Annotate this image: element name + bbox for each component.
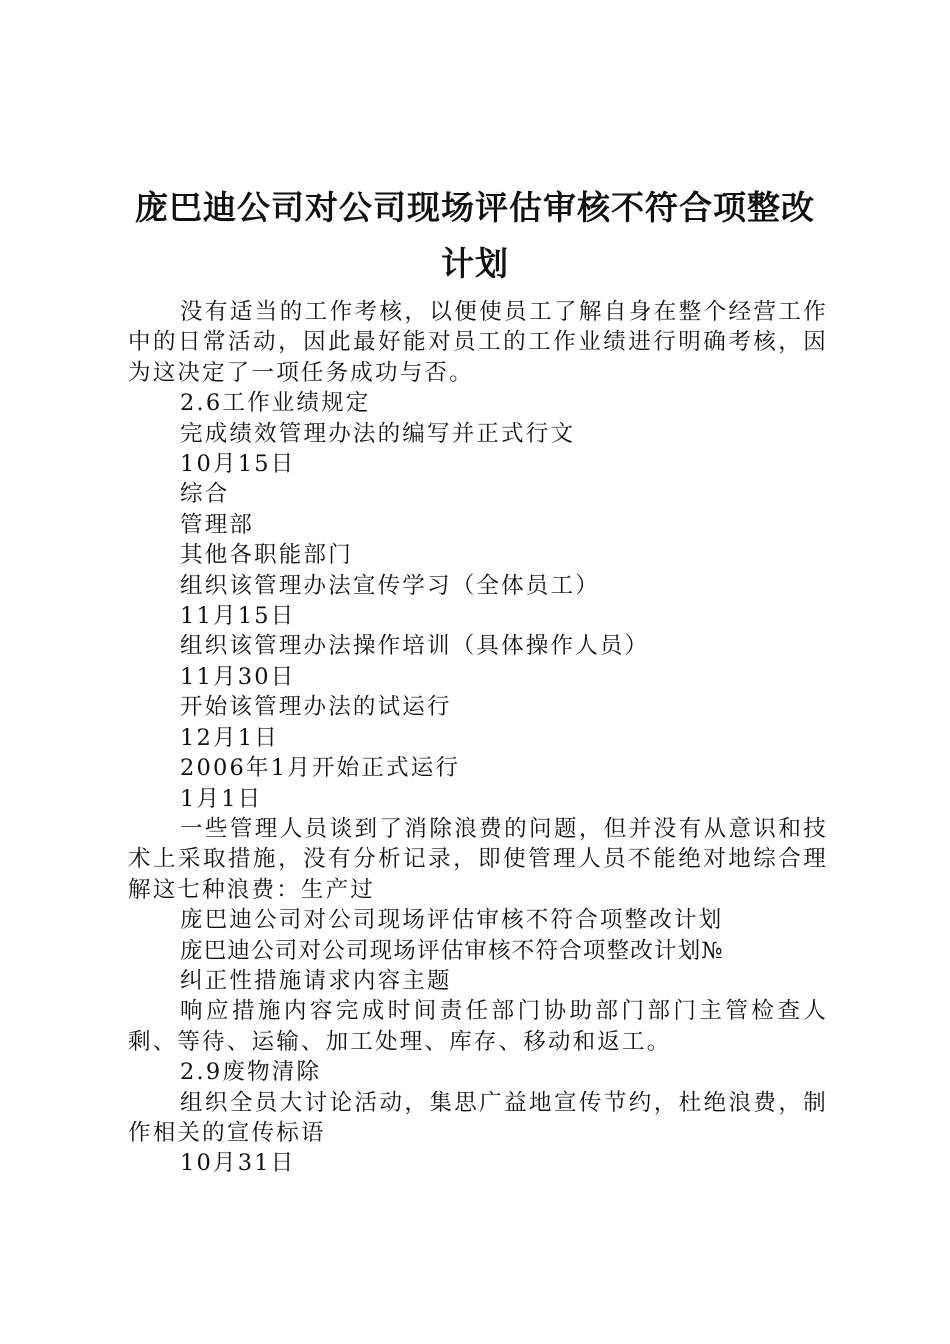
paragraph: 庞巴迪公司对公司现场评估审核不符合项整改计划 [180,907,724,934]
paragraph: 组织该管理办法宣传学习（全体员工） [180,572,600,599]
paragraph: 其他各职能部门 [180,542,353,569]
paragraph: 管理部 [180,511,255,538]
paragraph: 组织全员大讨论活动，集思广益地宣传节约，杜绝浪费，制作相关的宣传标语 [128,1089,828,1146]
paragraph: 11月15日 [180,603,296,630]
paragraph: 庞巴迪公司对公司现场评估审核不符合项整改计划№ [180,937,724,964]
paragraph: 12月1日 [180,724,279,751]
paragraph: 响应措施内容完成时间责任部门协助部门部门主管检查人剩、等待、运输、加工处理、库存、移动和返工。 [128,998,828,1055]
paragraph: 完成绩效管理办法的编写并正式行文 [180,420,576,447]
paragraph: 2.6工作业绩规定 [180,390,371,417]
document-title-line1: 庞巴迪公司对公司现场评估审核不符合项整改 [135,188,815,227]
paragraph: 2.9废物清除 [180,1059,322,1086]
paragraph: 1月1日 [180,785,263,812]
paragraph: 没有适当的工作考核，以便使员工了解自身在整个经营工作中的日常活动，因此最好能对员工的工作业绩进行明确考核，因为这决定了一项任务成功与否。 [128,299,828,386]
paragraph: 一些管理人员谈到了消除浪费的问题，但并没有从意识和技术上采取措施，没有分析记录，即使管理人员不能绝对地综合理解这七种浪费：生产过 [128,815,828,903]
paragraph: 10月15日 [180,451,296,478]
document-title-line2: 计划 [441,244,509,283]
paragraph: 11月30日 [180,663,296,690]
paragraph: 综合 [180,481,230,508]
paragraph: 纠正性措施请求内容主题 [180,967,452,994]
paragraph: 2006年1月开始正式运行 [180,755,461,782]
paragraph: 10月31日 [180,1150,296,1177]
paragraph: 开始该管理办法的试运行 [180,694,452,721]
paragraph: 组织该管理办法操作培训（具体操作人员） [180,633,650,660]
document-body [128,297,828,1179]
